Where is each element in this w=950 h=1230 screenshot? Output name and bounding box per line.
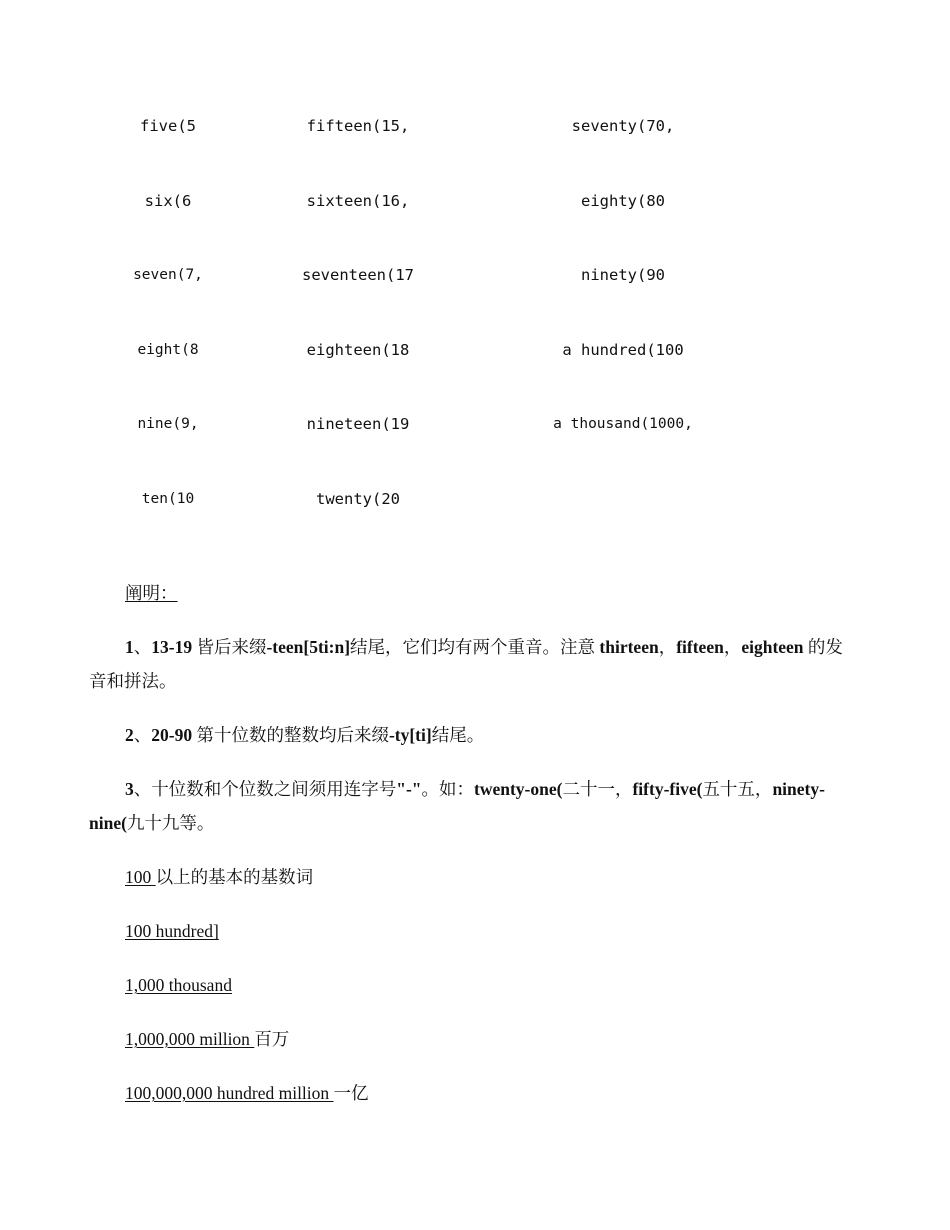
explanation-notes <box>89 576 849 1130</box>
note-punct: ， <box>723 637 742 657</box>
table-cell: twenty(20 <box>316 489 400 508</box>
example-meaning: 五十五， <box>702 779 773 799</box>
example-meaning: 九十九等。 <box>126 813 215 833</box>
example-word: eighteen <box>741 637 804 657</box>
example-word: ninety-nine( <box>89 779 825 833</box>
table-cell: a thousand(1000, <box>553 416 693 433</box>
table-cell: eighteen(18 <box>306 340 410 359</box>
note-text: 结尾，它们均有两个重音。注意 <box>350 637 600 657</box>
line-text: 以上的基本的基数词 <box>155 867 314 887</box>
table-cell: five(5 <box>140 117 196 135</box>
table-cell: seven(7, <box>133 267 203 284</box>
table-cell: nineteen(19 <box>306 415 410 434</box>
table-cell: ten(10 <box>141 490 195 507</box>
table-row <box>0 110 950 185</box>
table-cell: six(6 <box>144 191 192 210</box>
note-number: 2 <box>125 725 134 745</box>
notes-heading-text: 阐明： <box>125 583 178 603</box>
example-word: twenty-one( <box>474 779 563 799</box>
example-word: fifteen <box>676 637 724 657</box>
thousand-line <box>89 968 849 1002</box>
note-separator: 、 <box>133 725 152 745</box>
note-text: 、十位数和个位数之间须用连字号 <box>133 779 397 799</box>
example-word: fifty-five( <box>632 779 703 799</box>
table-cell: fifteen(15, <box>306 117 410 135</box>
note-text: 。如： <box>421 779 475 799</box>
hundred-million-line <box>89 1076 849 1110</box>
example-meaning: 二十一， <box>562 779 633 799</box>
notes-heading <box>89 576 849 610</box>
note-text: 的发音和拼法。 <box>89 637 843 691</box>
table-row <box>0 259 950 334</box>
line-text: 一亿 <box>333 1083 369 1103</box>
table-cell: eighty(80 <box>581 191 665 210</box>
note-suffix: -teen[5ti:n] <box>266 637 351 657</box>
note-text: 皆后来缀 <box>192 637 267 657</box>
underlined-number: 100 <box>125 867 156 887</box>
underlined-number: 1,000 thousand <box>125 975 232 995</box>
table-cell: eight(8 <box>137 341 199 358</box>
note-1 <box>89 630 849 698</box>
table-cell: ninety(90 <box>581 266 665 285</box>
table-cell: nine(9, <box>137 416 199 433</box>
line-text: 百万 <box>254 1029 290 1049</box>
table-row <box>0 408 950 483</box>
million-line <box>89 1022 849 1056</box>
underlined-number: 100 hundred] <box>125 921 219 941</box>
note-suffix: -ty[ti] <box>388 725 432 745</box>
hundred-line <box>89 914 849 948</box>
number-word-table <box>0 110 950 558</box>
note-number: 3 <box>125 779 134 799</box>
note-punct: ， <box>658 637 677 657</box>
example-word: thirteen <box>599 637 659 657</box>
table-cell: a hundred(100 <box>562 340 684 359</box>
note-text: 结尾。 <box>431 725 485 745</box>
table-cell: seventeen(17 <box>302 266 414 285</box>
hyphen-symbol: "-" <box>396 779 422 799</box>
underlined-number: 100,000,000 hundred million <box>125 1083 334 1103</box>
table-row <box>0 185 950 260</box>
note-range: 20-90 <box>151 725 193 745</box>
table-cell: sixteen(16, <box>306 191 410 210</box>
note-3 <box>89 772 849 840</box>
table-row <box>0 483 950 558</box>
note-separator: 、 <box>133 637 152 657</box>
table-cell: seventy(70, <box>571 117 675 135</box>
note-range: 13-19 <box>151 637 193 657</box>
note-number: 1 <box>125 637 134 657</box>
note-text: 第十位数的整数均后来缀 <box>192 725 389 745</box>
note-2 <box>89 718 849 752</box>
basic-cardinals-heading <box>89 860 849 894</box>
table-row <box>0 334 950 409</box>
underlined-number: 1,000,000 million <box>125 1029 255 1049</box>
